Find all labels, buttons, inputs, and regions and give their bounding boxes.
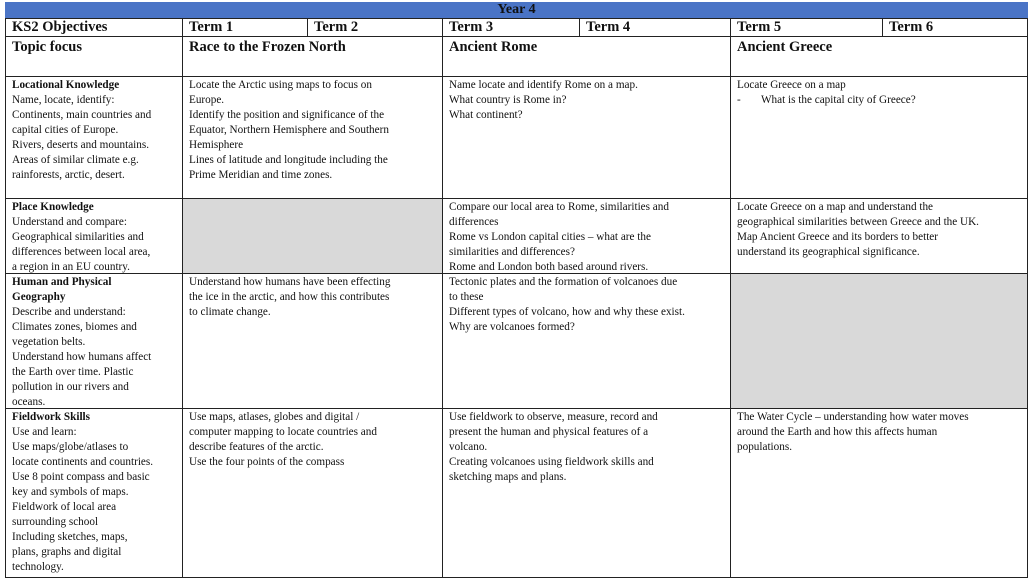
cell-line: volcano. xyxy=(449,441,488,453)
cell-line: Compare our local area to Rome, similarities and xyxy=(449,201,669,213)
cell-line: The Water Cycle – understanding how water moves xyxy=(737,411,969,423)
cell-line: Why are volcanoes formed? xyxy=(449,321,575,333)
header-term-6: Term 6 xyxy=(882,18,1028,37)
cell-line: Rome and London both based around rivers. xyxy=(449,261,649,273)
header-term-5: Term 5 xyxy=(730,18,883,37)
cell-line: Locate Greece on a map and understand the xyxy=(737,201,933,213)
objective-line: Continents, main countries and xyxy=(12,109,152,121)
objective-line: vegetation belts. xyxy=(12,336,86,348)
cell-line: Locate the Arctic using maps to focus on xyxy=(189,79,372,91)
objective-line: technology. xyxy=(12,561,64,573)
header-term-4: Term 4 xyxy=(579,18,731,37)
objective-line: Fieldwork of local area xyxy=(12,501,117,513)
cell-line: Tectonic plates and the formation of volcanoes due xyxy=(449,276,678,288)
cell-line-text: What is the capital city of Greece? xyxy=(761,94,916,106)
objective-line: Name, locate, identify: xyxy=(12,94,115,106)
cell-line: Locate Greece on a map xyxy=(737,79,846,91)
cell-line: populations. xyxy=(737,441,793,453)
header-term-2: Term 2 xyxy=(307,18,443,37)
cell-line: Rome vs London capital cities – what are the xyxy=(449,231,651,243)
objective-line: plans, graphs and digital xyxy=(12,546,122,558)
cell-line: Understand how humans have been effecting xyxy=(189,276,391,288)
cell-line: Different types of volcano, how and why these exist. xyxy=(449,306,685,318)
objective-fieldwork-skills xyxy=(5,408,183,578)
objective-line: Use and learn: xyxy=(12,426,77,438)
cell-line: Identify the position and significance of the xyxy=(189,109,385,121)
objective-line: rainforests, arctic, desert. xyxy=(12,169,125,181)
cell-line: What country is Rome in? xyxy=(449,94,567,106)
objective-heading: Place Knowledge xyxy=(12,201,94,213)
objective-line: pollution in our rivers and xyxy=(12,381,129,393)
cell-human-terms-3-4 xyxy=(442,273,731,409)
cell-line: present the human and physical features of a xyxy=(449,426,649,438)
objective-line: Understand how humans affect xyxy=(12,351,152,363)
cell-line: What continent? xyxy=(449,109,523,121)
objective-line: Climates zones, biomes and xyxy=(12,321,137,333)
objective-human-physical-geography xyxy=(5,273,183,409)
objective-line: Use 8 point compass and basic xyxy=(12,471,150,483)
cell-line: Use the four points of the compass xyxy=(189,456,345,468)
cell-line: around the Earth and how this affects human xyxy=(737,426,938,438)
objective-line: Geographical similarities and xyxy=(12,231,144,243)
objective-line: Areas of similar climate e.g. xyxy=(12,154,139,166)
cell-line: similarities and differences? xyxy=(449,246,575,258)
topic-terms-5-6: Ancient Greece xyxy=(730,36,1028,77)
objective-heading: Geography xyxy=(12,291,66,303)
cell-line: the ice in the arctic, and how this contributes xyxy=(189,291,390,303)
cell-place-terms-5-6 xyxy=(730,198,1028,274)
objective-line: Describe and understand: xyxy=(12,306,126,318)
cell-place-terms-1-2-empty xyxy=(182,198,443,274)
cell-line: Hemisphere xyxy=(189,139,244,151)
cell-locational-terms-1-2 xyxy=(182,76,443,199)
objective-line: surrounding school xyxy=(12,516,99,528)
objective-line: Understand and compare: xyxy=(12,216,127,228)
cell-line: computer mapping to locate countries and xyxy=(189,426,377,438)
cell-line: Equator, Northern Hemisphere and Southern xyxy=(189,124,389,136)
objective-heading: Human and Physical xyxy=(12,276,112,288)
topic-terms-3-4: Ancient Rome xyxy=(442,36,731,77)
cell-line: differences xyxy=(449,216,499,228)
header-term-1: Term 1 xyxy=(182,18,308,37)
objective-line: Rivers, deserts and mountains. xyxy=(12,139,150,151)
objective-line: locate continents and countries. xyxy=(12,456,154,468)
cell-line: Creating volcanoes using fieldwork skills and xyxy=(449,456,654,468)
cell-line: Use maps, atlases, globes and digital / xyxy=(189,411,360,423)
cell-line: to these xyxy=(449,291,484,303)
cell-human-terms-1-2 xyxy=(182,273,443,409)
objective-line: key and symbols of maps. xyxy=(12,486,129,498)
cell-fieldwork-terms-5-6 xyxy=(730,408,1028,578)
objective-line: Use maps/globe/atlases to xyxy=(12,441,129,453)
objective-line: a region in an EU country. xyxy=(12,261,130,273)
cell-locational-terms-3-4 xyxy=(442,76,731,199)
cell-fieldwork-terms-3-4 xyxy=(442,408,731,578)
objective-line: oceans. xyxy=(12,396,46,408)
cell-line: Use fieldwork to observe, measure, record and xyxy=(449,411,658,423)
objective-place-knowledge xyxy=(5,198,183,274)
cell-place-terms-3-4 xyxy=(442,198,731,274)
cell-line: Name locate and identify Rome on a map. xyxy=(449,79,638,91)
header-objectives: KS2 Objectives xyxy=(5,18,183,37)
objective-line: Including sketches, maps, xyxy=(12,531,128,543)
cell-line: Prime Meridian and time zones. xyxy=(189,169,333,181)
cell-locational-terms-5-6 xyxy=(730,76,1028,199)
cell-line: Europe. xyxy=(189,94,225,106)
objective-line: differences between local area, xyxy=(12,246,151,258)
objective-heading: Fieldwork Skills xyxy=(12,411,91,423)
objective-line: the Earth over time. Plastic xyxy=(12,366,134,378)
cell-line: Map Ancient Greece and its borders to better xyxy=(737,231,938,243)
cell-line: understand its geographical significance. xyxy=(737,246,920,258)
cell-line: sketching maps and plans. xyxy=(449,471,567,483)
cell-bullet-line xyxy=(737,93,1021,108)
cell-line: to climate change. xyxy=(189,306,271,318)
objective-locational-knowledge xyxy=(5,76,183,199)
objective-line: capital cities of Europe. xyxy=(12,124,119,136)
cell-fieldwork-terms-1-2 xyxy=(182,408,443,578)
objective-heading: Locational Knowledge xyxy=(12,79,120,91)
bullet-dash: - xyxy=(737,94,741,106)
cell-line: geographical similarities between Greece and the UK. xyxy=(737,216,979,228)
cell-line: Lines of latitude and longitude including the xyxy=(189,154,388,166)
cell-line: describe features of the arctic. xyxy=(189,441,324,453)
header-term-3: Term 3 xyxy=(442,18,580,37)
topic-label: Topic focus xyxy=(5,36,183,77)
year-title-bar: Year 4 xyxy=(5,2,1028,18)
topic-terms-1-2: Race to the Frozen North xyxy=(182,36,443,77)
cell-human-terms-5-6-empty xyxy=(730,273,1028,409)
